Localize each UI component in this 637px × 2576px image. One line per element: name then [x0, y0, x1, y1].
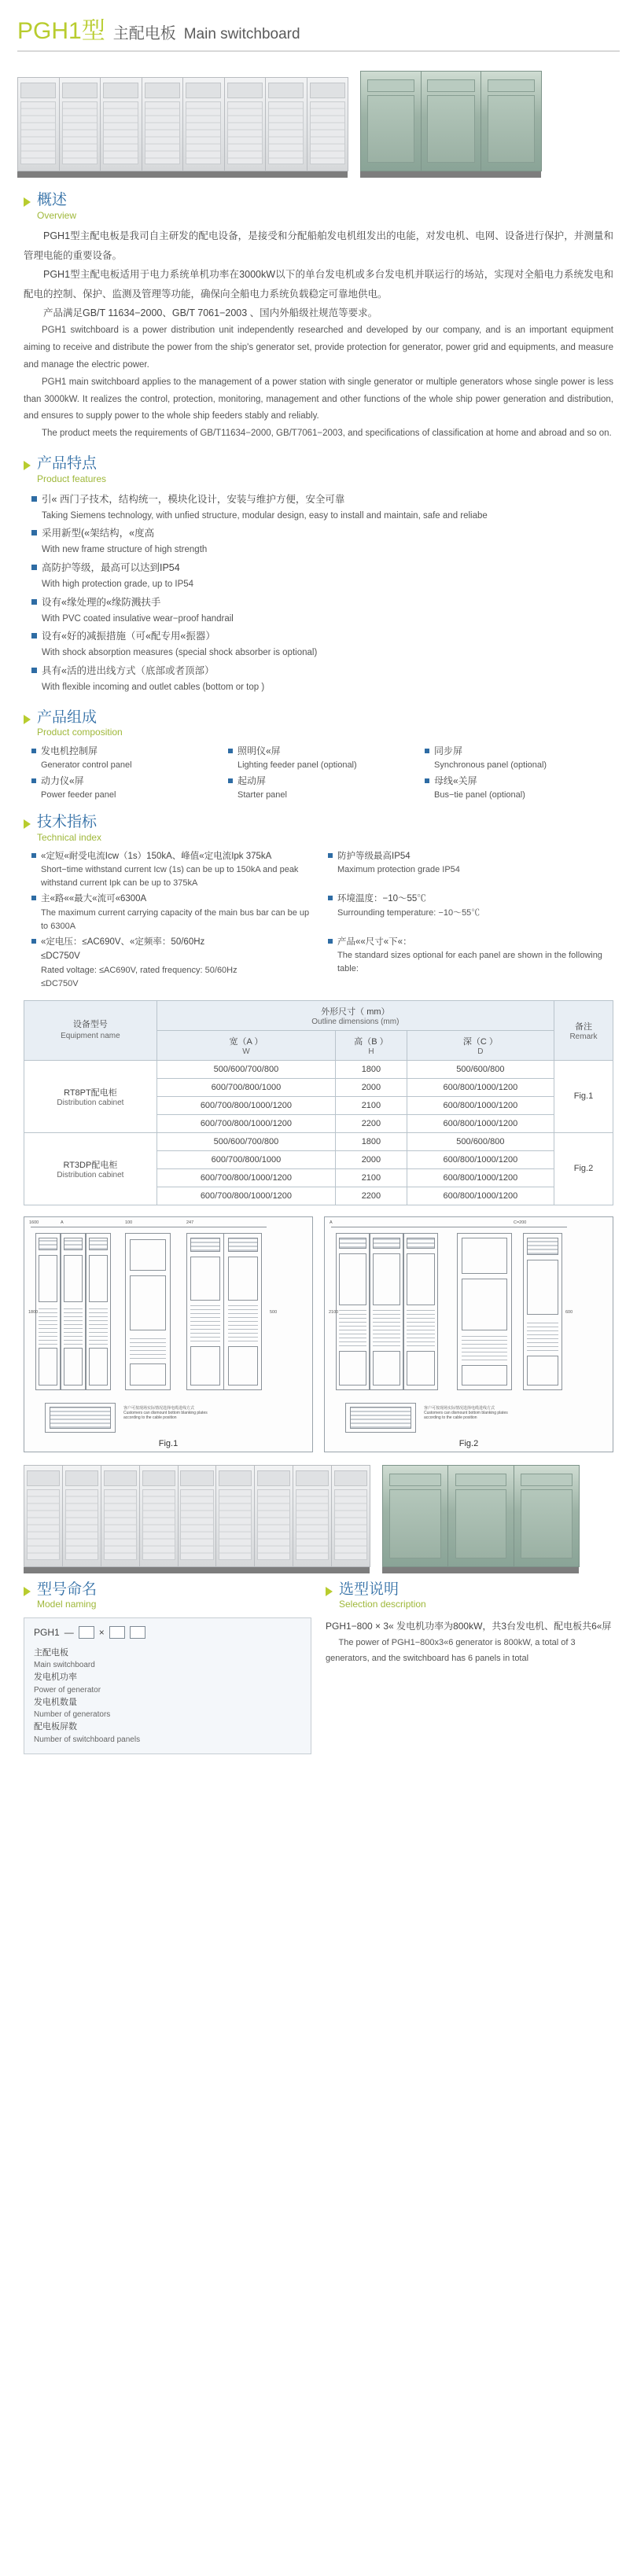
list-item: [31, 594, 613, 627]
dimensions-table: [24, 1000, 613, 1205]
cell-depth: 600/800/1000/1200: [407, 1168, 554, 1187]
th-depth: 深（C ） D: [407, 1030, 554, 1060]
features-heading: [24, 455, 613, 485]
cell-height: 2000: [336, 1150, 407, 1168]
features-title-cn: 产品特点: [37, 455, 98, 473]
list-item: [328, 849, 613, 890]
model-naming-title-en: Model naming: [37, 1599, 97, 1610]
overview-heading: [24, 192, 613, 222]
product-photos: [0, 58, 637, 179]
tech-en: Rated voltage: ≤AC690V, rated frequency: 50/60Hz: [41, 965, 237, 975]
cell-height: 2000: [336, 1078, 407, 1096]
list-item: [31, 849, 317, 890]
model-naming-title-cn: 型号命名: [37, 1581, 98, 1598]
model-row-label-3: 发电机数量 Number of generators: [34, 1697, 111, 1720]
tech-cn: 主«路««最大«流可«6300A: [41, 894, 147, 904]
bottom-section: [0, 1567, 637, 1754]
drawing-note: 客户可按现场实际情况选择电缆进线方式 Customers can dismount bottom blanking plates according to the cable position: [424, 1405, 508, 1421]
photo-grey-switchboard: [17, 77, 348, 171]
title-chinese-name: 主配电板: [112, 25, 176, 42]
feature-en: With PVC coated insulative wear−proof handrail: [42, 613, 234, 624]
section-overview: [0, 179, 637, 443]
feature-cn: 引« 西门子技术，结构统一，模块化设计，安装与维护方便，安全可靠: [42, 493, 345, 505]
list-item: [228, 744, 417, 772]
features-title-en: Product features: [37, 473, 107, 484]
cell-depth: 600/800/1000/1200: [407, 1187, 554, 1205]
cell-height: 2100: [336, 1168, 407, 1187]
bullet-square-icon: [31, 749, 36, 753]
bullet-square-icon: [31, 778, 36, 783]
table-row: [24, 1060, 613, 1078]
section-technical: [0, 801, 637, 1205]
bullet-square-icon: [31, 896, 36, 900]
overview-paragraph-cn-2: PGH1型主配电板适用于电力系统单机功率在3000kW以下的单台发电机或多台发电机并联运行的场站，实现对全船电力系统发电和配电的控制、保护、监测及管理等功能，确保向全船电力系统负载稳定可靠地供电。: [24, 269, 613, 300]
composition-en: Starter panel: [237, 789, 287, 800]
list-item: [31, 935, 317, 991]
bullet-square-icon: [31, 853, 36, 858]
model-row-label-2: 发电机功率 Power of generator: [34, 1673, 101, 1695]
tech-cn: 防护等级最高IP54: [337, 851, 411, 861]
bullet-square-icon: [31, 530, 37, 535]
composition-en: Synchronous panel (optional): [434, 760, 547, 771]
list-item: [31, 774, 220, 802]
overview-title-en: Overview: [37, 209, 77, 221]
model-slot-panels: [130, 1626, 145, 1639]
dash-separator: —: [64, 1626, 74, 1638]
th-outline-dimensions: 外形尺寸（ mm） Outline dimensions (mm): [156, 1000, 554, 1030]
model-row-label-4: 配电板屏数 Number of switchboard panels: [34, 1722, 141, 1744]
cell-height: 2200: [336, 1114, 407, 1132]
cell-height: 2200: [336, 1187, 407, 1205]
tech-en-extra: ≤DC750V: [41, 978, 79, 988]
cell-height: 1800: [336, 1132, 407, 1150]
cell-depth: 500/600/800: [407, 1132, 554, 1150]
model-slot-count: [109, 1626, 125, 1639]
arrow-icon: [24, 197, 31, 207]
cell-width: 600/700/800/1000/1200: [156, 1187, 335, 1205]
title-english-name: Main switchboard: [183, 26, 300, 42]
dim-label: A: [61, 1220, 64, 1225]
list-item: [31, 491, 613, 524]
feature-cn: 具有«活的进出线方式（底部或者顶部）: [42, 664, 215, 676]
bullet-square-icon: [31, 939, 36, 944]
table-row: [24, 1132, 613, 1150]
arrow-icon: [24, 819, 31, 829]
arrow-icon: [24, 461, 31, 470]
dim-label: C=200: [514, 1220, 527, 1225]
list-item: [328, 892, 613, 933]
technical-drawings: [0, 1205, 637, 1452]
page-title: [17, 11, 620, 46]
arrow-icon: [24, 715, 31, 724]
cell-width: 600/700/800/1000: [156, 1078, 335, 1096]
dim-label: 600: [565, 1309, 573, 1315]
photo-grey-switchboard-2: [24, 1465, 370, 1567]
feature-en: With high protection grade, up to IP54: [42, 580, 194, 590]
dim-label: 1800: [28, 1309, 39, 1315]
overview-paragraph-en-1: PGH1 switchboard is a power distribution unit independently researched and developed by our company, and is an important equipment aiming to receive and distribute the power from the ship's generator set, provide protection for generator, power grid and equipments, and measure and manage the electric power.: [24, 326, 613, 370]
feature-en: With new frame structure of high strength: [42, 545, 208, 555]
cell-width: 600/700/800/1000/1200: [156, 1168, 335, 1187]
cell-width: 600/700/800/1000/1200: [156, 1096, 335, 1114]
cell-height: 2100: [336, 1096, 407, 1114]
cell-remark: Fig.1: [554, 1060, 613, 1132]
list-item: [31, 559, 613, 593]
cell-depth: 500/600/800: [407, 1060, 554, 1078]
list-item: [425, 744, 613, 772]
section-composition: [0, 697, 637, 802]
list-item: [31, 662, 613, 696]
dim-label: 1600: [29, 1220, 39, 1225]
composition-heading: [24, 709, 613, 739]
bullet-square-icon: [31, 496, 37, 502]
th-remark: 备注 Remark: [554, 1000, 613, 1060]
feature-en: With flexible incoming and outlet cables (bottom or top ): [42, 683, 265, 693]
technical-heading: [24, 814, 613, 844]
title-model: PGH1型: [17, 18, 105, 44]
page-header: [0, 0, 637, 58]
composition-cn: 母线«关屏: [434, 775, 477, 786]
tech-cn: «定短«耐受电流Icw（1s）150kA、峰值«定电流Ipk 375kA: [41, 851, 272, 861]
feature-en: Taking Siemens technology, with unfied structure, modular design, easy to install and maintain, safe and reliabe: [42, 510, 488, 521]
dim-label: A: [330, 1220, 333, 1225]
selection-title-cn: 选型说明: [339, 1581, 400, 1598]
section-model-naming: [24, 1581, 311, 1754]
th-height: 高（B ） H: [336, 1030, 407, 1060]
composition-cn: 动力仪«屏: [41, 775, 84, 786]
bullet-square-icon: [228, 778, 233, 783]
list-item: [328, 935, 613, 991]
dim-label: 100: [125, 1220, 133, 1225]
model-base-code: PGH1: [34, 1626, 60, 1638]
dim-label: 500: [270, 1309, 278, 1315]
tech-en: The standard sizes optional for each panel are shown in the following table:: [337, 951, 602, 974]
cell-height: 1800: [336, 1060, 407, 1078]
dim-label: 2100: [329, 1309, 339, 1315]
figure-caption: Fig.2: [458, 1438, 479, 1448]
composition-en: Generator control panel: [41, 760, 132, 771]
product-photos-bottom: [0, 1452, 637, 1567]
multiply-symbol: ×: [98, 1626, 105, 1638]
composition-grid: [31, 744, 613, 801]
technical-title-cn: 技术指标: [37, 814, 98, 831]
feature-cn: 采用新型(«架结构，«度高: [42, 528, 155, 539]
figure-caption: Fig.1: [158, 1438, 179, 1448]
cell-equipment-name: RT8PT配电柜 Distribution cabinet: [24, 1060, 157, 1132]
bullet-square-icon: [328, 896, 333, 900]
feature-cn: 设有«缘处理的«缘防溅扶手: [42, 596, 161, 608]
bullet-square-icon: [31, 668, 37, 673]
list-item: [31, 627, 613, 661]
tech-cn: 产品««尺寸«下«：: [337, 937, 412, 947]
tech-cn: 环境温度：−10～55℃: [337, 894, 426, 904]
composition-cn: 照明仪«屏: [237, 745, 281, 756]
list-item: [31, 744, 220, 772]
list-item: [31, 892, 317, 933]
tech-en: Maximum protection grade IP54: [337, 865, 460, 875]
model-naming-heading: [24, 1581, 311, 1611]
bullet-square-icon: [228, 749, 233, 753]
list-item: [425, 774, 613, 802]
composition-cn: 发电机控制屏: [41, 745, 98, 756]
features-list: [31, 491, 613, 696]
tech-cn: «定电压：≤AC690V、«定频率：50/60Hz: [41, 937, 205, 947]
composition-cn: 起动屏: [237, 775, 267, 786]
list-item: [31, 524, 613, 558]
cell-width: 600/700/800/1000/1200: [156, 1114, 335, 1132]
tech-en: Surrounding temperature: −10～55℃: [337, 907, 481, 918]
tech-en: The maximum current carrying capacity of the main bus bar can be up to 6300A: [41, 907, 310, 931]
overview-paragraph-cn-1: PGH1型主配电板是我司自主研发的配电设备，是接受和分配船舶发电机组发出的电能，对发电机、电网、设备进行保护，并测量和管理电能的重要设备。: [24, 230, 613, 261]
th-equipment-name: 设备型号 Equipment name: [24, 1000, 157, 1060]
section-features: [0, 443, 637, 695]
arrow-icon: [326, 1587, 333, 1596]
selection-text: [326, 1617, 613, 1666]
photo-green-switchboard: [360, 71, 541, 171]
cell-equipment-name: RT3DP配电柜 Distribution cabinet: [24, 1132, 157, 1205]
composition-cn: 同步屏: [434, 745, 463, 756]
overview-paragraph-en-3: The product meets the requirements of GB/T11634−2000, GB/T7061−2003, and specifications of classification at home and abroad and so on.: [42, 429, 612, 439]
cell-remark: Fig.2: [554, 1132, 613, 1205]
bullet-square-icon: [31, 599, 37, 605]
header-divider: [17, 50, 620, 52]
cell-depth: 600/800/1000/1200: [407, 1150, 554, 1168]
cell-depth: 600/800/1000/1200: [407, 1078, 554, 1096]
selection-title-en: Selection description: [339, 1599, 426, 1610]
table-header-row: [24, 1000, 613, 1030]
list-item: [228, 774, 417, 802]
cell-width: 600/700/800/1000: [156, 1150, 335, 1168]
composition-en: Lighting feeder panel (optional): [237, 760, 357, 771]
model-code-row: [34, 1626, 301, 1639]
technical-title-en: Technical index: [37, 832, 102, 844]
bullet-square-icon: [425, 778, 429, 783]
cell-depth: 600/800/1000/1200: [407, 1114, 554, 1132]
section-selection: [326, 1581, 613, 1754]
feature-en: With shock absorption measures (special shock absorber is optional): [42, 648, 318, 658]
th-width: 宽（A ） W: [156, 1030, 335, 1060]
bullet-square-icon: [328, 939, 333, 944]
model-row-label-1: 主配电板 Main switchboard: [34, 1647, 95, 1670]
tech-en: Short−time withstand current Icw (1s) can be up to 150kA and peak withstand current Ipk can be up to 375kA: [41, 865, 299, 889]
photo-green-switchboard-2: [382, 1465, 579, 1567]
overview-title-cn: 概述: [37, 192, 68, 208]
bullet-square-icon: [328, 853, 333, 858]
cell-width: 500/600/700/800: [156, 1060, 335, 1078]
dim-label: 247: [186, 1220, 194, 1225]
technical-grid: [31, 849, 613, 992]
tech-cn-extra: ≤DC750V: [41, 951, 80, 962]
overview-paragraph-en-2: PGH1 main switchboard applies to the management of a power station with single generator or multiple generators whose single power is less than 3000kW. It realizes the control, protection, monitoring, management and other functions of the whole ship power generation and distribution, and ensures to supply power to the whole ship feeders stably and reliably.: [24, 377, 613, 421]
selection-example-cn: PGH1−800 × 3« 发电机功率为800kW，共3台发电机、配电板共6«屏: [326, 1620, 612, 1632]
selection-heading: [326, 1581, 613, 1611]
composition-title-en: Product composition: [37, 727, 123, 738]
drawing-fig1: [24, 1216, 313, 1452]
drawing-fig2: [324, 1216, 613, 1452]
arrow-icon: [24, 1587, 31, 1596]
cell-depth: 600/800/1000/1200: [407, 1096, 554, 1114]
model-naming-diagram: [24, 1617, 311, 1754]
cell-width: 500/600/700/800: [156, 1132, 335, 1150]
bullet-square-icon: [31, 633, 37, 638]
overview-paragraph-cn-3: 产品满足GB/T 11634−2000、GB/T 7061−2003 、国内外船级社规范等要求。: [43, 307, 378, 318]
drawing-note: 客户可按现场实际情况选择电缆进线方式 Customers can dismount bottom blanking plates according to the cable position: [123, 1405, 208, 1421]
composition-title-cn: 产品组成: [37, 708, 98, 726]
composition-en: Bus−tie panel (optional): [434, 789, 525, 800]
feature-cn: 设有«好的减振措施（可«配专用«振器）: [42, 631, 215, 642]
model-slot-power: [79, 1626, 94, 1639]
composition-en: Power feeder panel: [41, 789, 116, 800]
bullet-square-icon: [31, 565, 37, 570]
selection-example-en: The power of PGH1−800x3«6 generator is 800kW, a total of 3 generators, and the switchboard has 6 panels in total: [326, 1637, 576, 1663]
feature-cn: 高防护等级，最高可以达到IP54: [42, 561, 180, 573]
bullet-square-icon: [425, 749, 429, 753]
